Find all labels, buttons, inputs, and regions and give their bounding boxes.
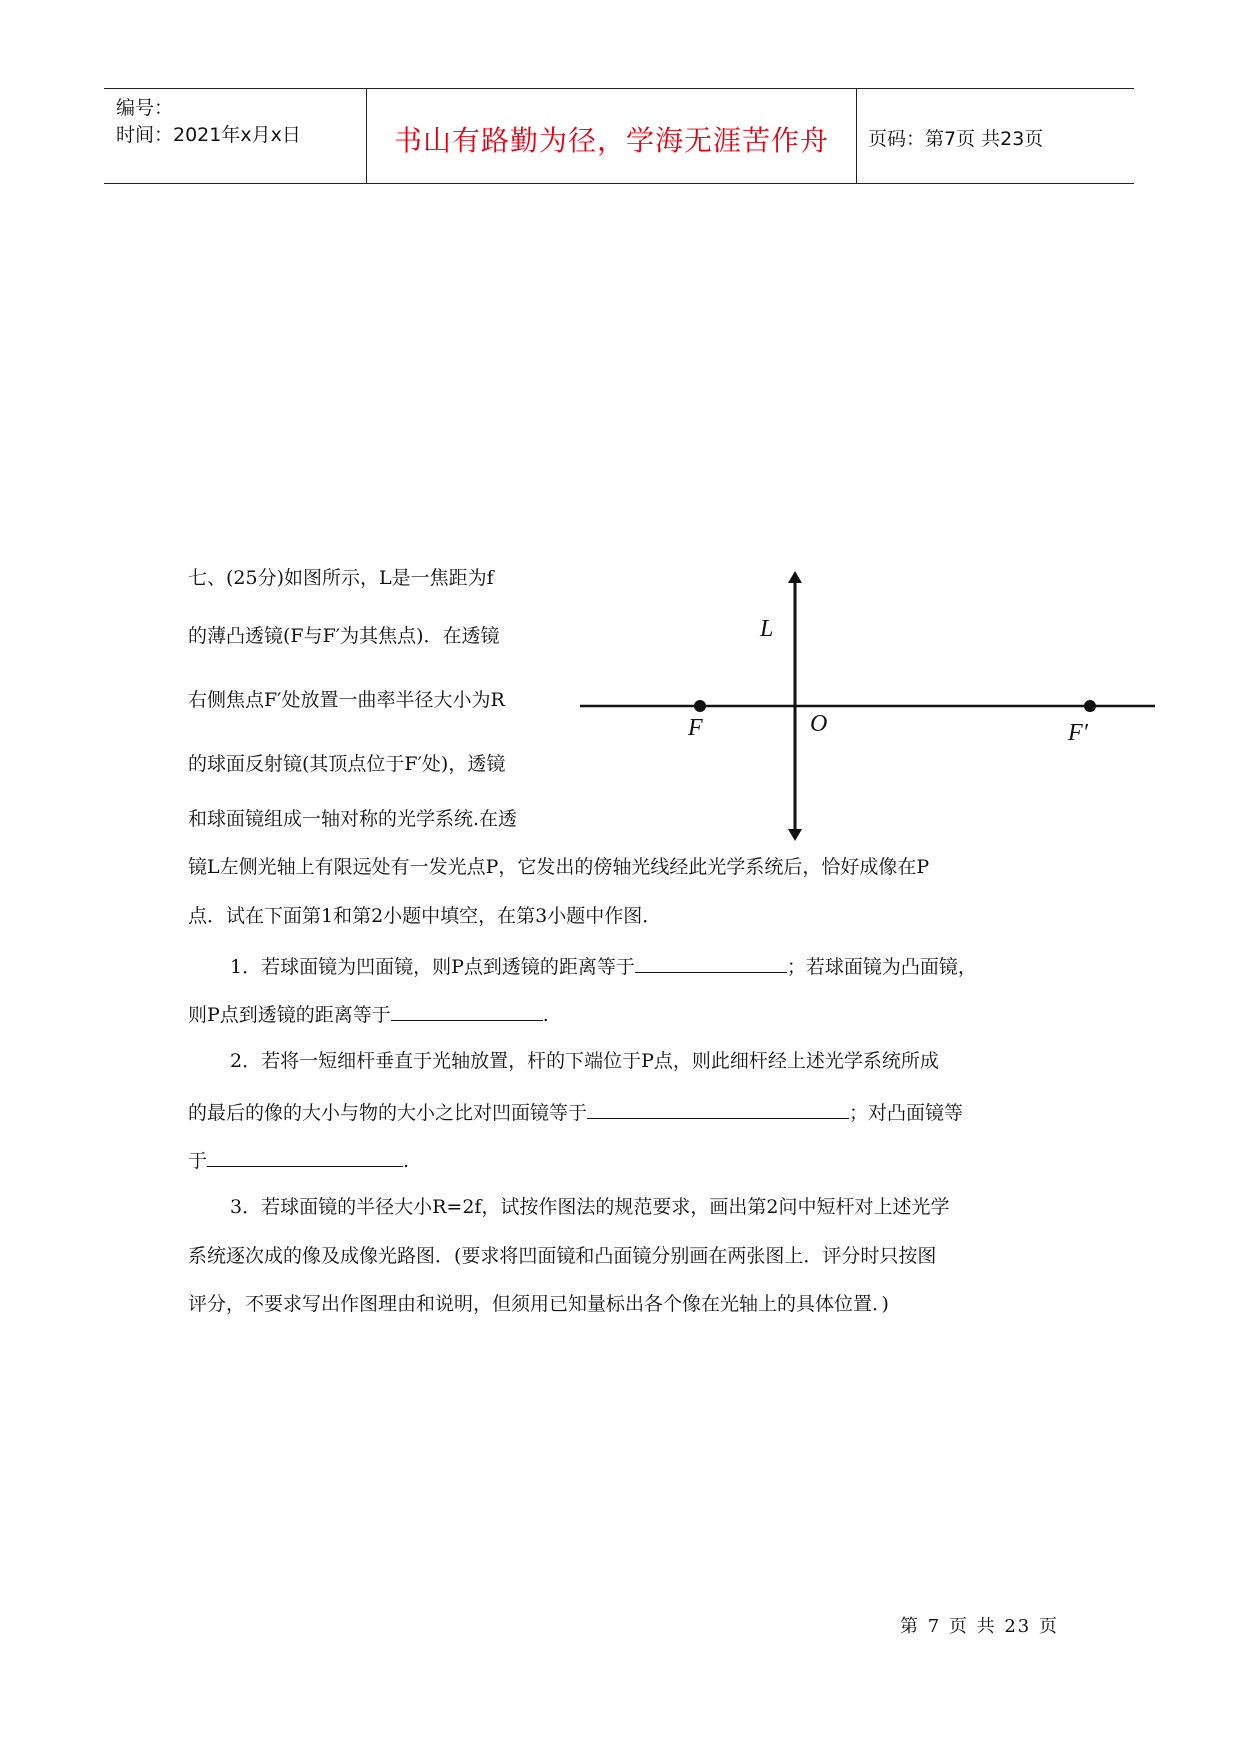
question-2-line-2 [188,1096,963,1127]
time-label: 时间：2021年x月x日 [116,124,301,146]
q2-text-c: ；对凸面镜等 [849,1102,964,1124]
header-motto-cell [366,89,857,183]
q1-text-d: . [542,1004,549,1026]
q1-text-c: 则P点到透镜的距离等于 [188,1004,391,1026]
label-O: O [810,711,828,737]
page-code: 页码：第7页 共23页 [868,128,1044,150]
q1-text-b: ；若球面镜为凸面镜， [786,956,977,978]
q2-text-e: . [403,1150,410,1172]
question-1-line-1 [230,950,977,981]
answer-blank-q2-concave[interactable] [587,1096,849,1119]
page-footer: 第 7 页 共 23 页 [900,1616,1059,1637]
label-Fprime: F′ [1068,720,1088,746]
header-page-cell [856,89,1134,183]
header-table [104,88,1134,184]
serial-label: 编号： [116,97,174,119]
q2-text-d: 于 [188,1150,208,1172]
lens-diagram [570,555,1170,855]
problem-line-7: 点．试在下面第1和第2小题中填空，在第3小题中作图． [188,905,662,927]
intro-line-1: 七、(25分)如图所示，L是一焦距为f [188,567,494,589]
answer-blank-q2-convex[interactable] [207,1144,403,1167]
problem-line-6: 镜L左侧光轴上有限远处有一发光点P，它发出的傍轴光线经此光学系统后，恰好成像在P [188,856,930,878]
label-L: L [760,616,774,642]
header-meta-cell [104,89,366,183]
intro-line-2: 的薄凸透镜(F与F′为其焦点)．在透镜 [188,625,500,647]
answer-blank-q1-convex[interactable] [391,998,543,1021]
motto: 书山有路勤为径，学海无涯苦作舟 [393,124,829,157]
intro-line-4: 的球面反射镜(其顶点位于F′处)，透镜 [188,753,506,775]
question-2-line-1: 2．若将一短细杆垂直于光轴放置，杆的下端位于P点，则此细杆经上述光学系统所成 [230,1050,939,1072]
question-1-line-2 [188,998,549,1029]
q2-text-b: 的最后的像的大小与物的大小之比对凹面镜等于 [188,1102,588,1124]
intro-line-3: 右侧焦点F′处放置一曲率半径大小为R [188,689,505,711]
intro-line-5: 和球面镜组成一轴对称的光学系统.在透 [188,808,518,830]
focal-point-Fprime [1084,700,1096,712]
question-3-line-1: 3．若球面镜的半径大小R=2f，试按作图法的规范要求，画出第2问中短杆对上述光学 [230,1196,950,1218]
answer-blank-q1-concave[interactable] [635,950,787,973]
focal-point-F [694,700,706,712]
q1-text-a: 1．若球面镜为凹面镜，则P点到透镜的距离等于 [230,956,635,978]
question-2-line-3 [188,1144,409,1175]
question-3-line-3: 评分，不要求写出作图理由和说明，但须用已知量标出各个像在光轴上的具体位置．) [188,1293,889,1315]
question-3-line-2: 系统逐次成的像及成像光路图．(要求将凹面镜和凸面镜分别画在两张图上．评分时只按图 [188,1245,937,1267]
label-F: F [688,715,703,741]
